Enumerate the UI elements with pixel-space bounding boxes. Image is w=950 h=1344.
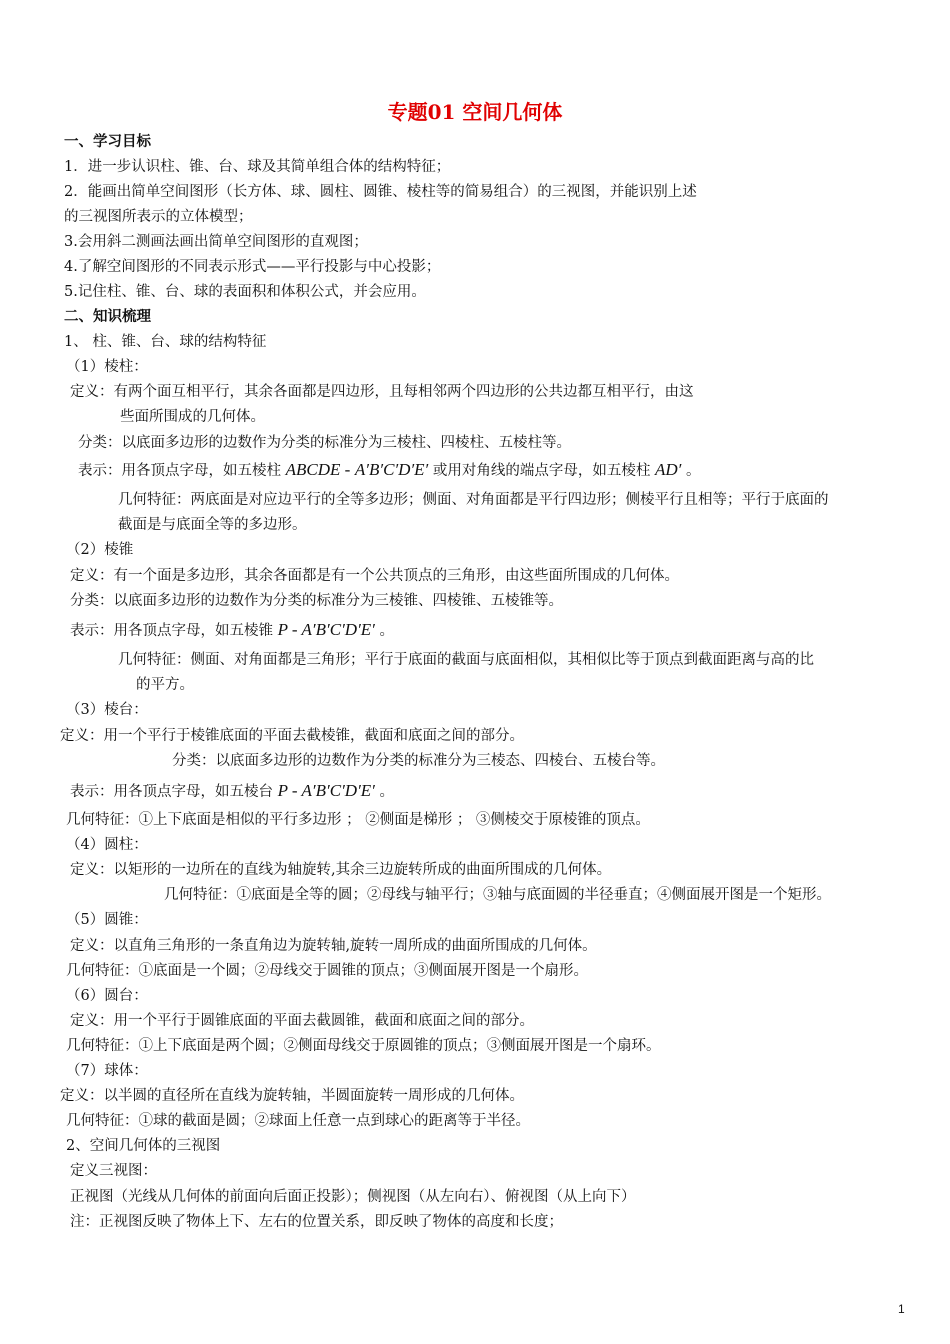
pyramid-rep-text-a: 表示：用各顶点字母，如五棱锥 xyxy=(70,623,273,639)
frustum-heading: （3）棱台： xyxy=(66,702,148,718)
sphere-features: 几何特征：①球的截面是圆；②球面上任意一点到球心的距离等于半径。 xyxy=(66,1113,530,1129)
frustum-cone-heading: （6）圆台： xyxy=(66,988,148,1004)
prism-heading: （1）棱柱： xyxy=(66,359,148,375)
goal-item-2: 2．能画出简单空间图形（长方体、球、圆柱、圆锥、棱柱等的简易组合）的三视图，并能识别上述 xyxy=(64,184,697,200)
cone-definition: 定义：以直角三角形的一条直角边为旋转轴,旋转一周所成的曲面所围成的几何体。 xyxy=(70,938,597,954)
prism-formula-1: ABCDE - xyxy=(285,460,351,479)
cylinder-heading: （4）圆柱： xyxy=(66,837,148,853)
cone-heading: （5）圆锥： xyxy=(66,912,148,928)
frustum-formula: P - A′B′C′D′E′ xyxy=(277,781,375,800)
pyramid-features: 几何特征：侧面、对角面都是三角形；平行于底面的截面与底面相似，其相似比等于顶点到截面距离与高的比 xyxy=(118,652,814,668)
prism-formula-2: A′B′C′D′E′ xyxy=(354,460,429,479)
prism-rep-text-b: 或用对角线的端点字母，如五棱柱 xyxy=(432,463,651,479)
views-definition: 定义三视图： xyxy=(70,1163,157,1179)
pyramid-features-cont: 的平方。 xyxy=(136,677,194,693)
prism-formula-3: AD′ xyxy=(655,460,682,479)
prism-features: 几何特征：两底面是对应边平行的全等多边形；侧面、对角面都是平行四边形；侧棱平行且相等；平行于底面的 xyxy=(118,492,829,508)
goal-item-5: 5.记住柱、锥、台、球的表面积和体积公式，并会应用。 xyxy=(64,284,426,300)
prism-representation xyxy=(78,460,701,481)
prism-rep-text-a: 表示：用各顶点字母，如五棱柱 xyxy=(78,463,281,479)
prism-classification: 分类：以底面多边形的边数作为分类的标准分为三棱柱、四棱柱、五棱柱等。 xyxy=(78,435,571,451)
page-number: 1 xyxy=(898,1302,905,1316)
section-heading-knowledge: 二、知识梳理 xyxy=(64,308,151,325)
pyramid-representation xyxy=(70,620,394,641)
sphere-definition: 定义：以半圆的直径所在直线为旋转轴，半圆面旋转一周形成的几何体。 xyxy=(60,1088,524,1104)
frustum-definition: 定义：用一个平行于棱锥底面的平面去截棱锥，截面和底面之间的部分。 xyxy=(60,728,524,744)
sphere-heading: （7）球体： xyxy=(66,1063,148,1079)
prism-definition: 定义：有两个面互相平行，其余各面都是四边形，且每相邻两个四边形的公共边都互相平行，由这 xyxy=(70,384,694,400)
pyramid-classification: 分类：以底面多边形的边数作为分类的标准分为三棱锥、四棱锥、五棱锥等。 xyxy=(70,593,563,609)
section-heading-goals: 一、学习目标 xyxy=(64,133,151,150)
cylinder-definition: 定义：以矩形的一边所在的直线为轴旋转,其余三边旋转所成的曲面所围成的几何体。 xyxy=(70,862,612,878)
frustum-features: 几何特征：①上下底面是相似的平行多边形 ； ②侧面是梯形 ； ③侧棱交于原棱锥的顶点。 xyxy=(66,812,650,828)
prism-features-cont: 截面是与底面全等的多边形。 xyxy=(118,517,307,533)
frustum-cone-features: 几何特征：①上下底面是两个圆；②侧面母线交于原圆锥的顶点；③侧面展开图是一个扇环。 xyxy=(66,1038,661,1054)
cylinder-features: 几何特征：①底面是全等的圆；②母线与轴平行；③轴与底面圆的半径垂直；④侧面展开图是一个矩形。 xyxy=(164,887,831,903)
views-description: 正视图（光线从几何体的前面向后面正投影）；侧视图（从左向右）、俯视图（从上向下） xyxy=(70,1189,636,1205)
pyramid-heading: （2）棱锥 xyxy=(66,542,134,558)
pyramid-rep-text-c: 。 xyxy=(379,623,395,639)
goal-item-3: 3.会用斜二测画法画出简单空间图形的直观图； xyxy=(64,234,368,250)
views-heading: 2、空间几何体的三视图 xyxy=(66,1138,221,1154)
frustum-rep-text-c: 。 xyxy=(379,784,395,800)
frustum-rep-text-a: 表示：用各顶点字母，如五棱台 xyxy=(70,784,273,800)
frustum-cone-definition: 定义：用一个平行于圆锥底面的平面去截圆锥，截面和底面之间的部分。 xyxy=(70,1013,534,1029)
frustum-classification: 分类：以底面多边形的边数作为分类的标准分为三棱态、四棱台、五棱台等。 xyxy=(172,753,665,769)
subsection-structure: 1、 柱、锥、台、球的结构特征 xyxy=(64,334,267,350)
prism-definition-cont: 些面所围成的几何体。 xyxy=(120,409,265,425)
goal-item-2-cont: 的三视图所表示的立体模型； xyxy=(64,209,253,225)
goal-item-1: 1．进一步认识柱、锥、台、球及其简单组合体的结构特征； xyxy=(64,159,451,175)
pyramid-formula: P - A′B′C′D′E′ xyxy=(277,620,375,639)
goal-item-4: 4.了解空间图形的不同表示形式——平行投影与中心投影； xyxy=(64,259,441,275)
views-note: 注：正视图反映了物体上下、左右的位置关系，即反映了物体的高度和长度； xyxy=(70,1214,563,1230)
page-title: 专题01 空间几何体 xyxy=(387,100,563,124)
prism-rep-text-c: 。 xyxy=(686,463,701,479)
cone-features: 几何特征：①底面是一个圆；②母线交于圆锥的顶点；③侧面展开图是一个扇形。 xyxy=(66,963,588,979)
pyramid-definition: 定义：有一个面是多边形，其余各面都是有一个公共顶点的三角形，由这些面所围成的几何体。 xyxy=(70,568,679,584)
frustum-representation xyxy=(70,781,394,802)
